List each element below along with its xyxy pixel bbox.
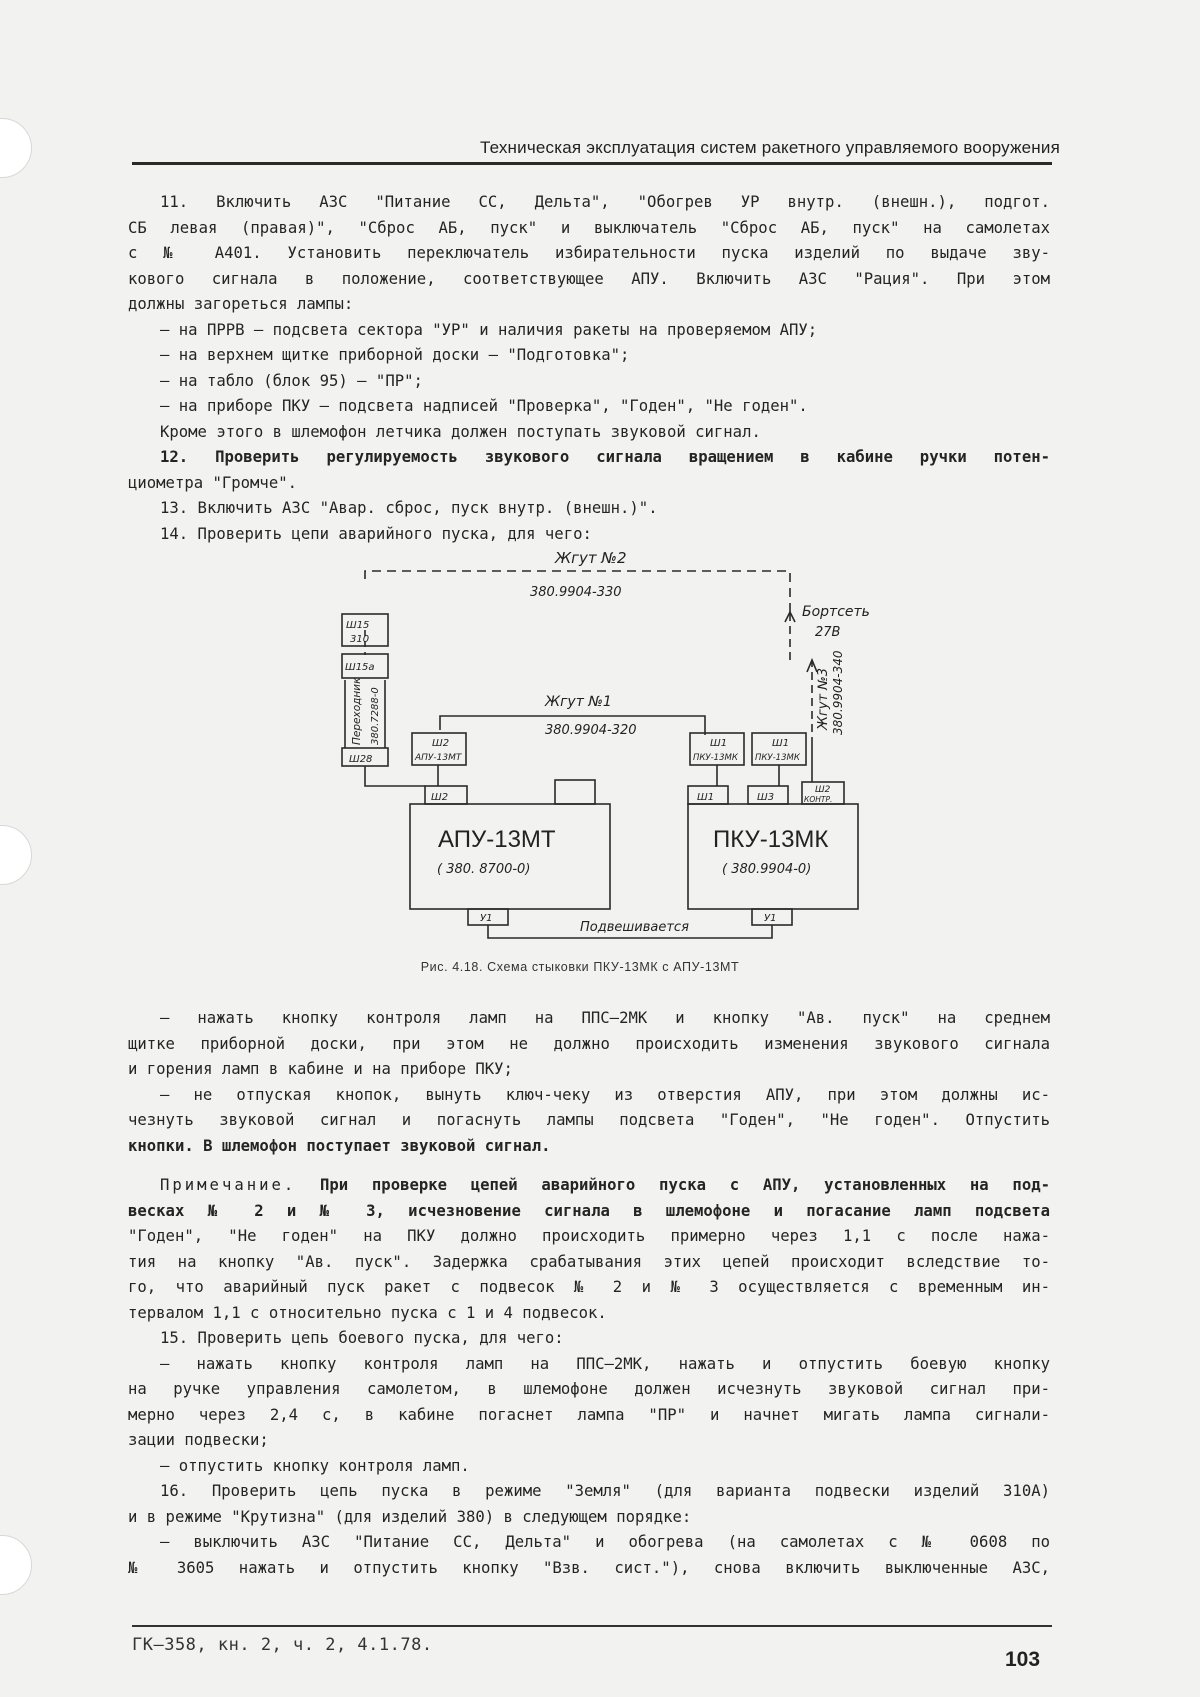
pku-sh1: Ш1	[697, 792, 715, 803]
note-line: тервалом 1,1 с относительно пуска с 1 и 4 подвесок.	[128, 1303, 607, 1322]
paragraph-line: – отпустить кнопку контроля ламп.	[160, 1456, 470, 1475]
bortset-voltage: 27В	[815, 625, 841, 640]
note-line: го, что аварийный пуск ракет с подвесок № 2 и № 3 осуществляется с временным ин-	[128, 1278, 1050, 1296]
list-item: – на табло (блок 95) – "ПР";	[160, 371, 423, 390]
sh1-pku-label: Ш1	[710, 738, 728, 749]
sh2-small-label: Ш2	[431, 792, 449, 803]
note-line	[128, 1173, 1050, 1199]
paragraph-line: циометра "Громче".	[128, 473, 297, 492]
harness2-label: Жгут №2	[555, 549, 627, 567]
paragraph-line: мерно через 2,4 с, в кабине погаснет лампа "ПР" и начнет мигать лампа сигнали-	[128, 1405, 1050, 1424]
note-text: При проверке цепей аварийного пуска с АПУ, установленных на под-	[296, 1176, 1050, 1194]
punch-hole	[0, 1535, 32, 1595]
paragraph-line: 14. Проверить цепи аварийного пуска, для чего:	[160, 524, 592, 543]
sh1-pku2-sub: ПКУ-13МК	[755, 753, 800, 763]
running-header: Техническая эксплуатация систем ракетного управляемого вооружения	[479, 138, 1060, 157]
note-line: тия на кнопку "Ав. пуск". Задержка срабатывания этих цепей происходит вследствие то-	[128, 1252, 1050, 1271]
paragraph-line: зации подвески;	[128, 1431, 269, 1449]
paragraph-line: 11. Включить АЗС "Питание СС, Дельта", "Обогрев УР внутр. (внешн.), подгот.	[160, 193, 1050, 211]
apu-name: АПУ-13МТ	[438, 826, 556, 853]
sh1-pku2-label: Ш1	[772, 738, 790, 749]
harness1-label: Жгут №1	[545, 694, 612, 710]
harness1-code: 380.9904-320	[545, 723, 637, 738]
paragraph-line: щитке приборной доски, при этом не должно происходить изменения звукового сигнала	[128, 1034, 1050, 1053]
page-number: 103	[1005, 1648, 1041, 1671]
paragraph-line: и в режиме "Крутизна" (для изделий 380) в следующем порядке:	[128, 1507, 692, 1526]
note-label: Примечание.	[160, 1176, 297, 1194]
note-line: весках № 2 и № 3, исчезновение сигнала в шлемофоне и погасание ламп подсвета	[128, 1201, 1050, 1220]
paragraph-line: – выключить АЗС "Питание СС, Дельта" и обогрева (на самолетах с № 0608 по	[160, 1533, 1050, 1551]
pku-sh2: Ш2	[815, 785, 831, 795]
adapter-code: 380.7288-0	[370, 687, 381, 745]
paragraph-line: № 3605 нажать и отпустить кнопку "Взв. сист."), снова включить выключенные АЗС,	[128, 1558, 1050, 1577]
paragraph-line: СБ левая (правая)", "Сброс АБ, пуск" и выключатель "Сброс АБ, пуск" на самолетах	[128, 218, 1050, 237]
paragraph-line: – нажать кнопку контроля ламп на ППС–2МК, нажать и отпустить боевую кнопку	[160, 1354, 1050, 1373]
sh2-apu-sub: АПУ-13МТ	[415, 753, 462, 763]
sh15-label: Ш15	[346, 620, 370, 631]
sh28-label: Ш28	[349, 754, 373, 765]
paragraph-line: Кроме этого в шлемофон летчика должен поступать звуковой сигнал.	[160, 422, 761, 441]
apu-u1: У1	[480, 913, 493, 924]
harness3-label: Жгут №3	[816, 667, 831, 730]
harness2-code: 380.9904-330	[530, 585, 622, 600]
pku-code: ( 380.9904-0)	[722, 862, 812, 877]
pku-sh3: Ш3	[757, 792, 775, 803]
paragraph-line: – не отпуская кнопок, вынуть ключ-чеку из отверстия АПУ, при этом должны ис-	[160, 1085, 1050, 1104]
paragraph-line: – нажать кнопку контроля ламп на ППС–2МК и кнопку "Ав. пуск" на среднем	[160, 1009, 1050, 1027]
apu-code: ( 380. 8700-0)	[437, 862, 531, 877]
sh2-apu-label: Ш2	[432, 738, 450, 749]
list-item: – на ПРРВ – подсвета сектора "УР" и наличия ракеты на проверяемом АПУ;	[160, 320, 818, 339]
figure-caption: Рис. 4.18. Схема стыковки ПКУ-13МК с АПУ-13МТ	[420, 960, 740, 974]
pku-name: ПКУ-13МК	[713, 826, 829, 853]
paragraph-line: чезнуть звуковой сигнал и погаснуть лампы подсвета "Годен", "Не годен". Отпустить	[128, 1111, 1050, 1129]
paragraph-line: 15. Проверить цепь боевого пуска, для чего:	[160, 1329, 564, 1347]
sh15-code: 310	[350, 634, 370, 645]
paragraph-line: 12. Проверить регулируемость звукового сигнала вращением в кабине ручки потен-	[160, 448, 1050, 466]
note-line: "Годен", "Не годен" на ПКУ должно происходить примерно через 1,1 с после нажа-	[128, 1227, 1050, 1245]
list-item: – на приборе ПКУ – подсвета надписей "Проверка", "Годен", "Не годен".	[160, 397, 808, 415]
paragraph-line: на ручке управления самолетом, в шлемофоне должен исчезнуть звуковой сигнал при-	[128, 1380, 1050, 1398]
text-block-bottom	[128, 1006, 1050, 1581]
bortset-label: Бортсеть	[802, 604, 870, 620]
suspended-label: Подвешивается	[580, 920, 689, 935]
footer-rule	[132, 1625, 1052, 1627]
paragraph-line: 13. Включить АЗС "Авар. сброс, пуск внутр. (внешн.)".	[160, 499, 658, 517]
paragraph-line: кового сигнала в положение, соответствующее АПУ. Включить АЗС "Рация". При этом	[128, 269, 1050, 288]
sh1-pku-sub: ПКУ-13МК	[693, 753, 738, 763]
document-reference: ГК–358, кн. 2, ч. 2, 4.1.78.	[132, 1635, 433, 1655]
harness3-code: 380.9904-340	[831, 650, 845, 735]
pku-u1: У1	[764, 913, 777, 924]
paragraph-line: с № А401. Установить переключатель избирательности пуска изделий по выдаче зву-	[128, 244, 1050, 262]
sh15a-label: Ш15а	[345, 662, 375, 673]
paragraph-line: кнопки. В шлемофон поступает звуковой сигнал.	[128, 1136, 551, 1155]
adapter-label: Переходник	[351, 677, 363, 745]
paragraph-line: и горения ламп в кабине и на приборе ПКУ;	[128, 1060, 513, 1078]
pku-sh2-sub: КОНТР.	[804, 795, 833, 804]
paragraph-line: должны загореться лампы:	[128, 295, 354, 313]
list-item: – на верхнем щитке приборной доски – "Подготовка";	[160, 346, 630, 364]
paragraph-line: 16. Проверить цепь пуска в режиме "Земля" (для варианта подвески изделий 310А)	[160, 1482, 1050, 1500]
